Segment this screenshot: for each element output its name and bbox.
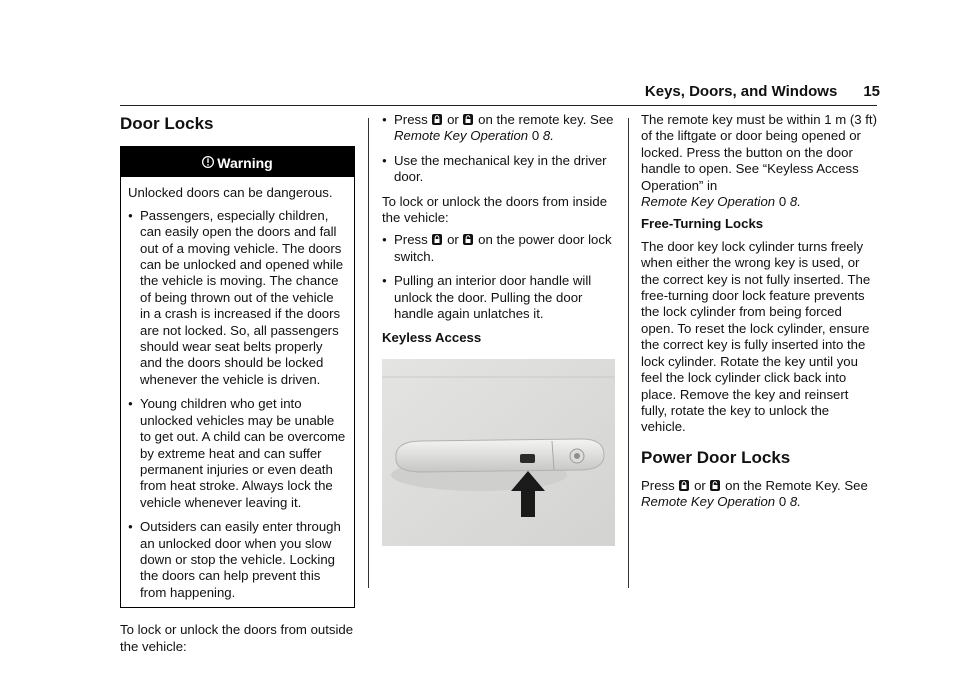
remote-key-ref-link[interactable]: Remote Key Operation	[641, 494, 776, 510]
ref-page: 8	[789, 494, 798, 510]
warning-icon	[202, 155, 214, 169]
press-text: Press	[394, 232, 428, 248]
or-text: or	[447, 232, 459, 248]
header-rule	[120, 105, 877, 106]
inside-instructions: To lock or unlock the doors from inside the vehicle:	[382, 193, 608, 226]
lock-icon	[679, 480, 689, 491]
outside-instructions: To lock or unlock the doors from outside the vehicle:	[120, 622, 354, 654]
page-number: 15	[863, 83, 880, 100]
warning-bullet: ● Young children who get into unlocked vehicles may be unable to get out. A child can be overcome by extreme heat and can suffer permanent injuries or even death from heat stroke. Always lock the vehicle whenever leaving it.	[128, 396, 347, 511]
warning-bullet: ● Outsiders can easily enter through an unlocked door when you slow down or stop the vehicle. Locking the doors can help prevent this from happening.	[128, 519, 347, 601]
outside-method-list	[382, 112, 617, 186]
warning-bullet: ● Passengers, especially children, can easily open the doors and fall out of a moving vehicle. The doors can be unlocked and opened while the vehicle is moving. The chance of being thrown out of the vehicle in a crash is increased if the doors are not locked. So, all passengers should wear seat belts properly and the doors should be locked whenever the vehicle is driven.	[128, 208, 347, 388]
section-title: Keys, Doors, and Windows	[644, 83, 838, 100]
remote-key-ref-link[interactable]: Remote Key Operation	[641, 194, 776, 210]
page-ref-arrow-icon: 0	[778, 494, 787, 510]
free-turning-heading: Free-Turning Locks	[641, 216, 764, 232]
inside-method-list	[382, 232, 617, 322]
instruction-text: on the power door lock switch.	[394, 232, 612, 264]
instruction-text: on the remote key. See	[478, 112, 614, 127]
press-text: Press	[394, 112, 428, 127]
warning-intro: Unlocked doors can be dangerous.	[128, 185, 333, 201]
ref-end: .	[550, 128, 554, 144]
warning-title: Warning	[217, 155, 273, 171]
warning-header	[121, 147, 354, 177]
column-divider	[628, 118, 629, 588]
remote-key-bullet	[382, 112, 617, 145]
mechanical-key-bullet: ● Use the mechanical key in the driver door.	[382, 153, 617, 186]
press-text: Press	[641, 477, 675, 493]
running-header	[645, 84, 880, 100]
warning-body	[121, 177, 354, 607]
ref-page: 8	[542, 128, 551, 144]
page-ref-arrow-icon: 0	[531, 128, 540, 144]
ref-page: 8	[789, 194, 798, 210]
unlock-icon	[463, 234, 473, 245]
column-1	[120, 110, 355, 661]
unlock-icon	[463, 114, 473, 125]
remote-key-ref-link[interactable]: Remote Key Operation	[394, 128, 529, 144]
lock-icon	[432, 234, 442, 245]
door-handle-image	[382, 359, 615, 546]
keyless-range-text	[641, 112, 877, 210]
free-turning-text: The door key lock cylinder turns freely when either the wrong key is used, or the correct key is not fully inserted. The free-turning door lock feature prevents the lock cylinder from being forced open. To reset the lock cylinder, ensure the correct key is fully inserted into the lock cylinder. Rotate the key until you feel the lock cylinder click back into place. Remove the key and reinsert fully, rotate the key to unlock the vehicle.	[641, 238, 871, 435]
ref-end: .	[797, 194, 801, 210]
power-door-locks-text	[641, 478, 877, 511]
unlock-icon	[710, 480, 720, 491]
instruction-text: on the Remote Key. See	[725, 477, 868, 493]
warning-box	[120, 146, 355, 608]
page-ref-arrow-icon: 0	[778, 194, 787, 210]
column-3	[641, 110, 877, 517]
lock-icon	[432, 114, 442, 125]
door-locks-title: Door Locks	[120, 114, 214, 133]
power-lock-bullet	[382, 232, 617, 265]
ref-end: .	[797, 494, 801, 510]
or-text: or	[447, 112, 459, 127]
keyless-range-body: The remote key must be within 1 m (3 ft) of the liftgate or door being opened or locked. Press the button on the door handle to open. See “Keyless Access Operation” in	[641, 112, 877, 193]
power-door-locks-title: Power Door Locks	[641, 447, 791, 467]
or-text: or	[694, 477, 706, 493]
column-2	[382, 110, 617, 550]
interior-handle-bullet: ● Pulling an interior door handle will unlock the door. Pulling the door handle again unlatches it.	[382, 273, 617, 322]
keyless-access-heading: Keyless Access	[382, 330, 482, 346]
column-divider	[368, 118, 369, 588]
warning-list	[128, 208, 347, 601]
